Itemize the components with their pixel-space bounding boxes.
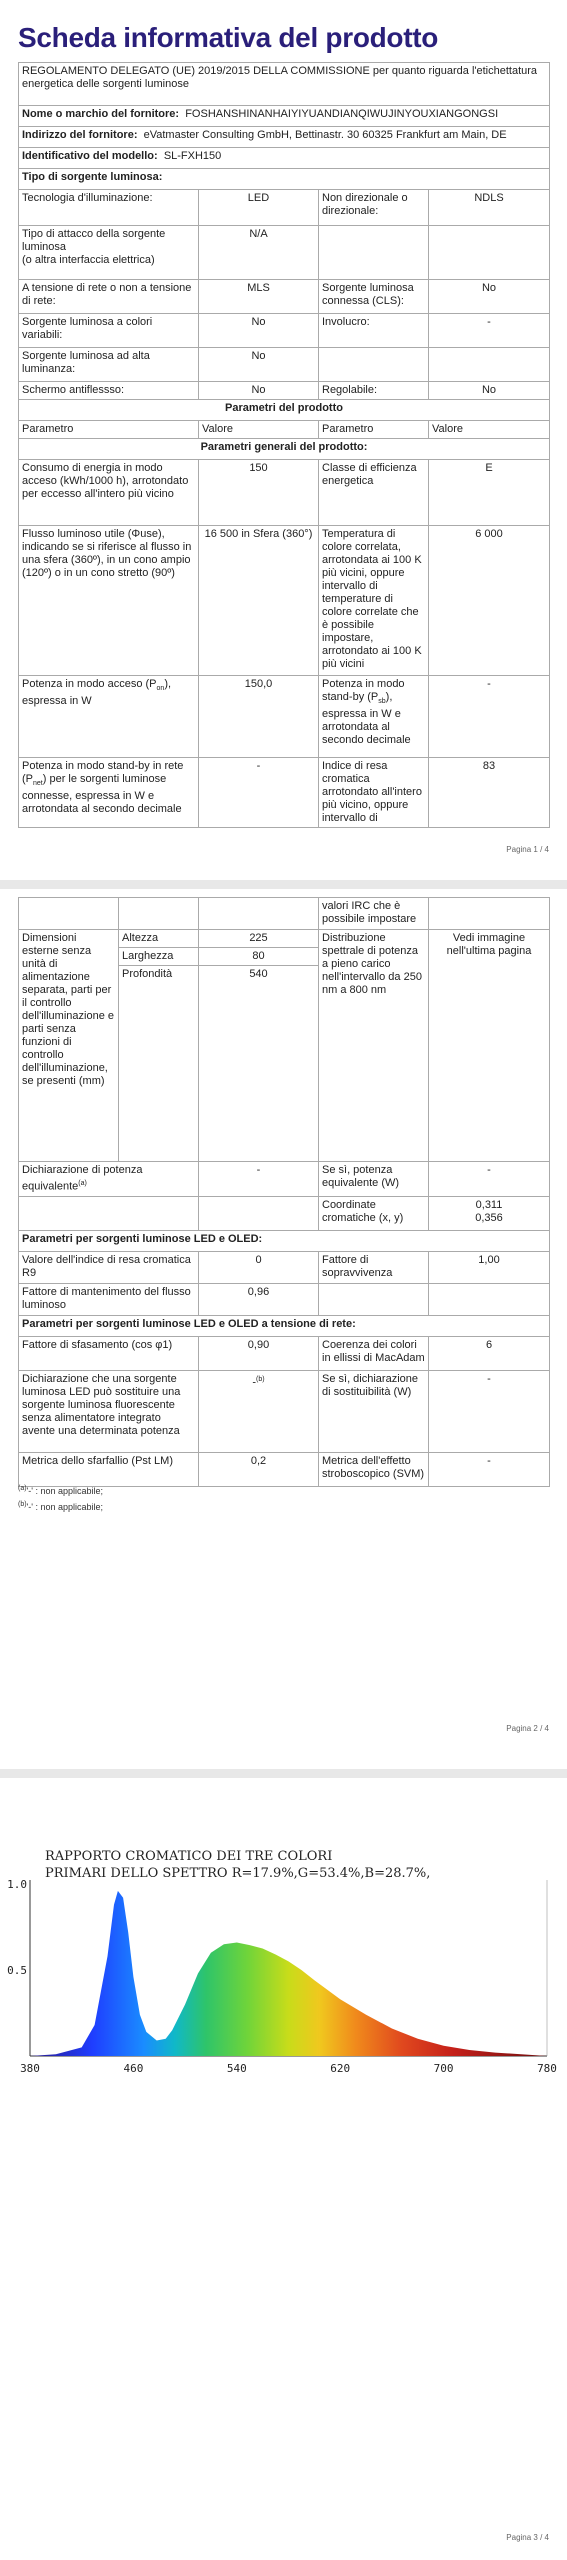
- chart-subtitle: PRIMARI DELLO SPETTRO R=17.9%,G=53.4%,B=28.7%,: [45, 1866, 431, 1881]
- source-type-heading: Tipo di sorgente luminosa:: [19, 169, 550, 190]
- y-tick-label: 0.5: [7, 1964, 27, 1977]
- cri-label: Indice di resa cromatica arrotondato all'intero più vicino, oppure intervallo di: [319, 758, 429, 828]
- replacement-value: -: [252, 1376, 257, 1389]
- address-value: eVatmaster Consulting GmbH, Bettinastr. 30 60325 Frankfurt am Main, DE: [143, 129, 507, 141]
- col-value-2: Valore: [429, 421, 550, 439]
- col-param-1: Parametro: [19, 421, 199, 439]
- product-params-table-cont: valori IRC che è possibile impostare Dimensioni esterne senza unità di alimentazione separata, parti per il controllo dell'illuminazione e parti senza funzioni di controllo dell'illuminazione, se presenti (mm) Altezza 225 Distribuzione spettrale di potenza a pieno carico nell'intervallo da 250 nm a 800 nm Vedi immagine nell'ultima pagina Larghezza 80 Profondità 540 Dichiarazione di potenza equivalente$^{(a)}$ - Se sì, potenza equivalente (W) - Coordinate cromatiche (x, y) 0,311 0,356 Parametri per sorgenti luminose LED e OLED: Valore dell'indice di resa cromatica R9 0 Fattore di sopravvivenza 1,00 Fattore di mantenimento del flusso luminoso 0,96 Parametri per sorgenti luminose LED e OLED a tensione di rete: Fattore di sfasamento (cos φ1) 0,90 Coerenza dei colori in ellissi di MacAdam 6 Dichiarazione che una sorgente luminosa LED può sostituire una sorgente luminosa fluorescente senza alimentatore integrato avente una determinata potenza -$^{(b)}$ Se sì, dichiarazione di sostituibilità (W) - Metrica dello sfarfallio (Pst LM) 0,2 Metrica dell'effetto stroboscopico (SVM) -: [18, 897, 550, 1487]
- x-tick-label: 460: [123, 2062, 144, 2075]
- power-factor-label: Fattore di sfasamento (cos φ1): [19, 1336, 199, 1370]
- chart-title: RAPPORTO CROMATICO DEI TRE COLORI: [45, 1849, 333, 1864]
- page-3: [0, 1778, 567, 2560]
- cri-label-cont: valori IRC che è possibile impostare: [319, 898, 429, 930]
- equivalent-w-label: Se sì, potenza equivalente (W): [319, 1162, 429, 1197]
- power-factor-value: 0,90: [199, 1336, 319, 1370]
- replacement-label: Dichiarazione che una sorgente luminosa LED può sostituire una sorgente luminosa fluorescente senza alimentatore integrato avente una determinata potenza: [19, 1370, 199, 1452]
- width-value: 80: [199, 948, 319, 966]
- flux-value: 16 500 in Sfera (360°): [199, 526, 319, 676]
- directional-value: NDLS: [429, 190, 550, 226]
- page-2: [0, 889, 567, 1769]
- supplier-label: Nome o marchio del fornitore:: [22, 108, 180, 120]
- x-tick-label: 620: [330, 2062, 351, 2075]
- led-params-heading: Parametri per sorgenti luminose LED e OLED:: [19, 1230, 550, 1251]
- depth-label: Profondità: [119, 966, 199, 1162]
- replacement-w-value: -: [429, 1370, 550, 1452]
- chart-marks: [7, 1878, 557, 2075]
- svm-value: -: [429, 1452, 550, 1486]
- network-standby-label: Potenza in modo stand-by in rete (P: [22, 760, 184, 785]
- x-tick-label: 700: [433, 2062, 454, 2075]
- r9-value: 0: [199, 1251, 319, 1283]
- standby-value: -: [429, 676, 550, 758]
- macadam-value: 6: [429, 1336, 550, 1370]
- footnote-a: $^{(a)}$'-' : non applicabile;: [18, 1485, 104, 1496]
- flicker-value: 0,2: [199, 1452, 319, 1486]
- efficiency-class-label: Classe di efficienza energetica: [319, 460, 429, 526]
- glare-value: No: [199, 382, 319, 400]
- lumen-maintenance-label: Fattore di mantenimento del flusso luminoso: [19, 1283, 199, 1315]
- chromaticity-label: Coordinate cromatiche (x, y): [319, 1196, 429, 1230]
- model-label: Identificativo del modello:: [22, 150, 158, 162]
- col-value-1: Valore: [199, 421, 319, 439]
- depth-value: 540: [199, 966, 319, 1162]
- standby-label: Potenza in modo stand-by (P: [322, 678, 405, 703]
- product-info-table: REGOLAMENTO DELEGATO (UE) 2019/2015 DELLA COMMISSIONE per quanto riguarda l'etichettatura energetica delle sorgenti luminose Nome o marchio del fornitore: FOSHANSHINANHAIYIYUANDIANQIWUJINYOUXIANGONGSI Indirizzo del fornitore: eVatmaster Consulting GmbH, Bettinastr. 30 60325 Frankfurt am Main, DE Identificativo del modello: SL-FXH150 Tipo di sorgente luminosa: Tecnologia d'illuminazione: LED Non direzionale o direzionale: NDLS Tipo di attacco della sorgente luminosa (o altra interfaccia elettrica) N/A A tensione di rete o non a tensione di rete: MLS Sorgente luminosa connessa (CLS): No Sorgente luminosa a colori variabili: No Involucro: - Sorgente luminosa ad alta luminanza: No Schermo antiflessso: No Regolabile: No Parametri del prodotto Parametro Valore Parametro Valore Parametri generali del prodotto: Consumo di energia in modo acceso (kWh/1000 h), arrotondato per eccesso all'intero più vicino 150 Classe di efficienza energetica E Flusso luminoso utile (Φuse), indicando se si riferisce al flusso in una sfera (360º), in un cono ampio (120º) o in un cono stretto (90º) 16 500 in Sfera (360°) Temperatura di colore correlata, arrotondata ai 100 K più vicini, oppure intervallo di temperature di colore correlate che è possibile impostare, arrotondato ai 100 K più vicini 6 000 Potenza in modo acceso $(P_{on})$, espressa in W 150,0 Potenza in modo stand-by $(P_{sb})$, espressa in W e arrotondata al secondo decimale - Potenza in modo stand-by in rete $(P_{net})$ per le sorgenti luminose connesse, espressa in W e arrotondata al secondo decimale - Indice di resa cromatica arrotondato all'intero più vicino, oppure intervallo di 83: [18, 62, 550, 828]
- params-heading: Parametri del prodotto: [19, 400, 550, 421]
- r9-label: Valore dell'indice di resa cromatica R9: [19, 1251, 199, 1283]
- spd-label: Distribuzione spettrale di potenza a pieno carico nell'intervallo da 250 nm a 800 nm: [319, 930, 429, 1162]
- network-standby-value: -: [199, 758, 319, 828]
- svm-label: Metrica dell'effetto stroboscopico (SVM): [319, 1452, 429, 1486]
- mains-led-heading: Parametri per sorgenti luminose LED e OLED a tensione di rete:: [19, 1315, 550, 1336]
- survival-value: 1,00: [429, 1251, 550, 1283]
- flux-label: Flusso luminoso utile (Φuse), indicando se si riferisce al flusso in una sfera (360º), in un cono ampio (120º) o in un cono stretto (90º): [19, 526, 199, 676]
- height-label: Altezza: [119, 930, 199, 948]
- equivalent-power-value: -: [199, 1162, 319, 1197]
- dimmable-label: Regolabile:: [319, 382, 429, 400]
- flicker-label: Metrica dello sfarfallio (Pst LM): [19, 1452, 199, 1486]
- col-param-2: Parametro: [319, 421, 429, 439]
- dimmable-value: No: [429, 382, 550, 400]
- supplier-value: FOSHANSHINANHAIYIYUANDIANQIWUJINYOUXIANGONGSI: [185, 108, 499, 120]
- colour-label: Sorgente luminosa a colori variabili:: [19, 314, 199, 348]
- cap-label-note: (o altra interfaccia elettrica): [22, 254, 155, 266]
- cls-value: No: [429, 280, 550, 314]
- energy-label: Consumo di energia in modo acceso (kWh/1000 h), arrotondato per eccesso all'intero più vicino: [19, 460, 199, 526]
- mains-value: MLS: [199, 280, 319, 314]
- power-label: Potenza in modo acceso (P: [22, 678, 157, 690]
- x-tick-label: 380: [20, 2062, 40, 2075]
- chromaticity-y: 0,356: [475, 1211, 503, 1224]
- cap-label: Tipo di attacco della sorgente luminosa: [22, 228, 166, 253]
- footnote-b: $^{(b)}$'-' : non applicabile;: [18, 1501, 104, 1512]
- cct-label: Temperatura di colore correlata, arrotondata ai 100 K più vicini, oppure intervallo di temperature di colore correlate che è possibile impostare, arrotondato ai 100 K più vicini: [319, 526, 429, 676]
- directional-label: Non direzionale o direzionale:: [319, 190, 429, 226]
- general-params-heading: Parametri generali del prodotto:: [19, 439, 550, 460]
- page-number-2: Pagina 2 / 4: [506, 1724, 549, 1733]
- spd-value: Vedi immagine nell'ultima pagina: [429, 930, 550, 1162]
- envelope-label: Involucro:: [319, 314, 429, 348]
- envelope-value: -: [429, 314, 550, 348]
- page-number-1: Pagina 1 / 4: [506, 845, 549, 854]
- macadam-label: Coerenza dei colori in ellissi di MacAdam: [319, 1336, 429, 1370]
- replacement-w-label: Se sì, dichiarazione di sostituibilità (W): [319, 1370, 429, 1452]
- dimensions-label: Dimensioni esterne senza unità di alimentazione separata, parti per il controllo dell'illuminazione e parti senza funzioni di controllo dell'illuminazione, se presenti (mm): [19, 930, 119, 1162]
- high-luminance-label: Sorgente luminosa ad alta luminanza:: [19, 348, 199, 382]
- equivalent-w-value: -: [429, 1162, 550, 1197]
- glare-label: Schermo antiflessso:: [19, 382, 199, 400]
- regulation-text: REGOLAMENTO DELEGATO (UE) 2019/2015 DELLA COMMISSIONE per quanto riguarda l'etichettatura energetica delle sorgenti luminose: [19, 63, 550, 106]
- model-value: SL-FXH150: [163, 150, 222, 162]
- survival-label: Fattore di sopravvivenza: [319, 1251, 429, 1283]
- mains-label: A tensione di rete o non a tensione di rete:: [19, 280, 199, 314]
- colour-value: No: [199, 314, 319, 348]
- cct-value: 6 000: [429, 526, 550, 676]
- address-label: Indirizzo del fornitore:: [22, 129, 138, 141]
- spectrum-chart: [0, 1838, 567, 2078]
- document-title: Scheda informativa del prodotto: [18, 22, 439, 53]
- spectrum-area: [30, 1891, 547, 2056]
- cri-value: 83: [429, 758, 550, 828]
- energy-value: 150: [199, 460, 319, 526]
- x-tick-label: 780: [537, 2062, 557, 2075]
- y-tick-label: 1.0: [7, 1878, 27, 1891]
- efficiency-class-value: E: [429, 460, 550, 526]
- width-label: Larghezza: [119, 948, 199, 966]
- height-value: 225: [199, 930, 319, 948]
- cap-value: N/A: [199, 226, 319, 280]
- tech-label: Tecnologia d'illuminazione:: [19, 190, 199, 226]
- chromaticity-x: 0,311: [475, 1198, 503, 1211]
- lumen-maintenance-value: 0,96: [199, 1283, 319, 1315]
- equivalent-power-label: Dichiarazione di potenza equivalente: [22, 1164, 143, 1193]
- power-value: 150,0: [199, 676, 319, 758]
- cls-label: Sorgente luminosa connessa (CLS):: [319, 280, 429, 314]
- high-luminance-value: No: [199, 348, 319, 382]
- page-1: [0, 0, 567, 880]
- x-tick-label: 540: [226, 2062, 247, 2075]
- page-number-3: Pagina 3 / 4: [506, 2533, 549, 2542]
- tech-value: LED: [199, 190, 319, 226]
